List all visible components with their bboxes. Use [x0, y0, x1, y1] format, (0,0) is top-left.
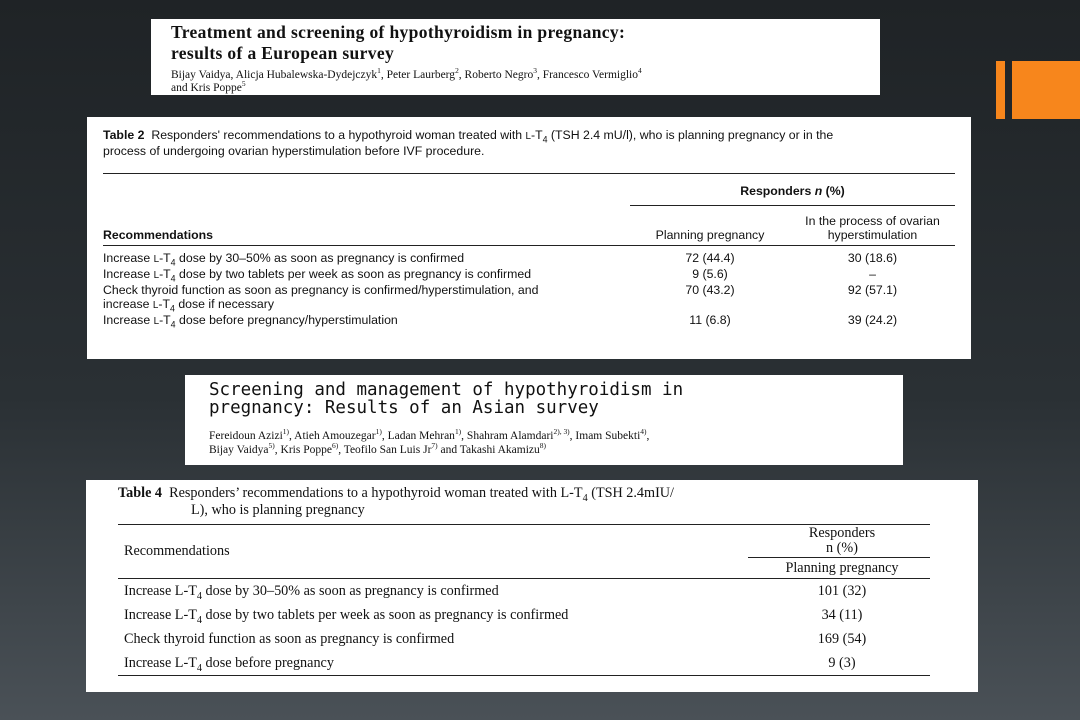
orange-accent-square — [1012, 61, 1080, 119]
table-row — [118, 579, 930, 604]
table-2-planning-value: 72 (44.4) — [685, 251, 735, 265]
table-2-recommendation: Increase $L-T_4$ dose by two tablets per week as soon as pregnancy is confirmed — [103, 267, 532, 284]
table-2-planning-value: 11 (6.8) — [689, 313, 731, 327]
table-4-recommendation: Check thyroid function as soon as pregnancy is confirmed — [124, 630, 455, 647]
table-4-recommendation: Increase $L-T_4$ dose by two tablets per week as soon as pregnancy is confirmed — [124, 606, 569, 626]
table-4-planning-value: 101 (32) — [817, 582, 867, 599]
table-2-planning-value: 9 (5.6) — [692, 267, 728, 281]
table-4-panel — [86, 480, 978, 692]
table-row — [103, 267, 955, 283]
table-row — [118, 627, 930, 651]
table-row — [103, 313, 955, 329]
table-4-responders-header: Responders n (%) — [748, 525, 930, 558]
table-2-col-planning: Planning pregnancy — [630, 206, 790, 246]
table-row — [118, 603, 930, 627]
table-2-ovarian-value: 39 (24.2) — [847, 313, 898, 327]
table-4-recommendation: Increase $L-T_4$ dose before pregnancy — [118, 651, 748, 676]
table-2-ovarian-value: 92 (57.1) — [847, 283, 898, 297]
table-2-ovarian-value: 30 (18.6) — [847, 251, 898, 265]
table-2-top-rule — [103, 173, 955, 174]
table-2 — [103, 177, 955, 329]
table-2-recommendation: Increase $L-T_4$ dose before pregnancy/hyperstimulation — [103, 313, 398, 330]
orange-accent-bar — [996, 61, 1005, 119]
european-survey-authors: Bijay Vaidya, Alicja Hubalewska-Dydejczyk$^1$, Peter Laurberg$^2$, Roberto Negro$^3$, Francesco Vermiglio$^4$ and Kris Poppe$^5$ — [171, 66, 642, 94]
table-4-col-planning: Planning pregnancy — [748, 558, 930, 579]
table-2-recommendation: Increase $L-T_4$ dose by 30–50% as soon as pregnancy is confirmed — [103, 251, 465, 268]
table-4-planning-value: 34 (11) — [821, 606, 863, 623]
table-row — [103, 283, 955, 313]
table-2-ovarian-value: – — [869, 267, 876, 281]
table-2-recommendation: Check thyroid function as soon as pregnancy is confirmed/hyperstimulation, and increase $L-T_4$ dose if necessary — [103, 283, 539, 314]
table-4-planning-value: 169 (54) — [817, 630, 867, 647]
table-2-caption: Table 2 Responders' recommendations to a hypothyroid woman treated with $L-T_4$ (TSH 2.4 mU/l), who is planning pregnancy or in the process of undergoing ovarian hyperstimulation before IVF procedure. — [103, 128, 834, 158]
asian-survey-header — [185, 375, 903, 465]
table-4-planning-value: 9 (3) — [748, 651, 930, 676]
european-survey-title: Treatment and screening of hypothyroidism in pregnancy: results of a European survey — [171, 22, 626, 63]
asian-survey-title: Screening and management of hypothyroidism in pregnancy: Results of an Asian survey — [209, 380, 684, 418]
table-4 — [118, 524, 930, 676]
table-row — [118, 651, 930, 676]
table-2-responders-header: Responders n (%) — [630, 177, 955, 206]
table-4-recommendation: Increase $L-T_4$ dose by 30–50% as soon as pregnancy is confirmed — [124, 582, 499, 602]
table-2-col-ovarian: In the process of ovarian hyperstimulation — [790, 206, 955, 246]
european-survey-header — [151, 19, 880, 95]
table-4-col-recommendations: Recommendations — [118, 525, 748, 579]
table-2-planning-value: 70 (43.2) — [685, 283, 735, 297]
table-2-panel — [87, 117, 971, 359]
table-4-caption: Table 4 Responders’ recommendations to a hypothyroid woman treated with $L-T_4$ (TSH 2.4mIU/ L), who is planning pregnancy — [118, 485, 674, 518]
table-2-col-recommendations: Recommendations — [103, 206, 630, 246]
table-row — [103, 246, 955, 268]
asian-survey-authors: Fereidoun Azizi$^{1)}$, Atieh Amouzegar$^{1)}$, Ladan Mehran$^{1)}$, Shahram Alamdari$^{2), 3)}$, Imam Subekti$^{4)}$, Bijay Vaidya$^{5)}$, Kris Poppe$^{6)}$, Teofilo San Luis Jr$^{7)}$ and Takashi Akamizu$^{8)}$ — [209, 427, 650, 456]
